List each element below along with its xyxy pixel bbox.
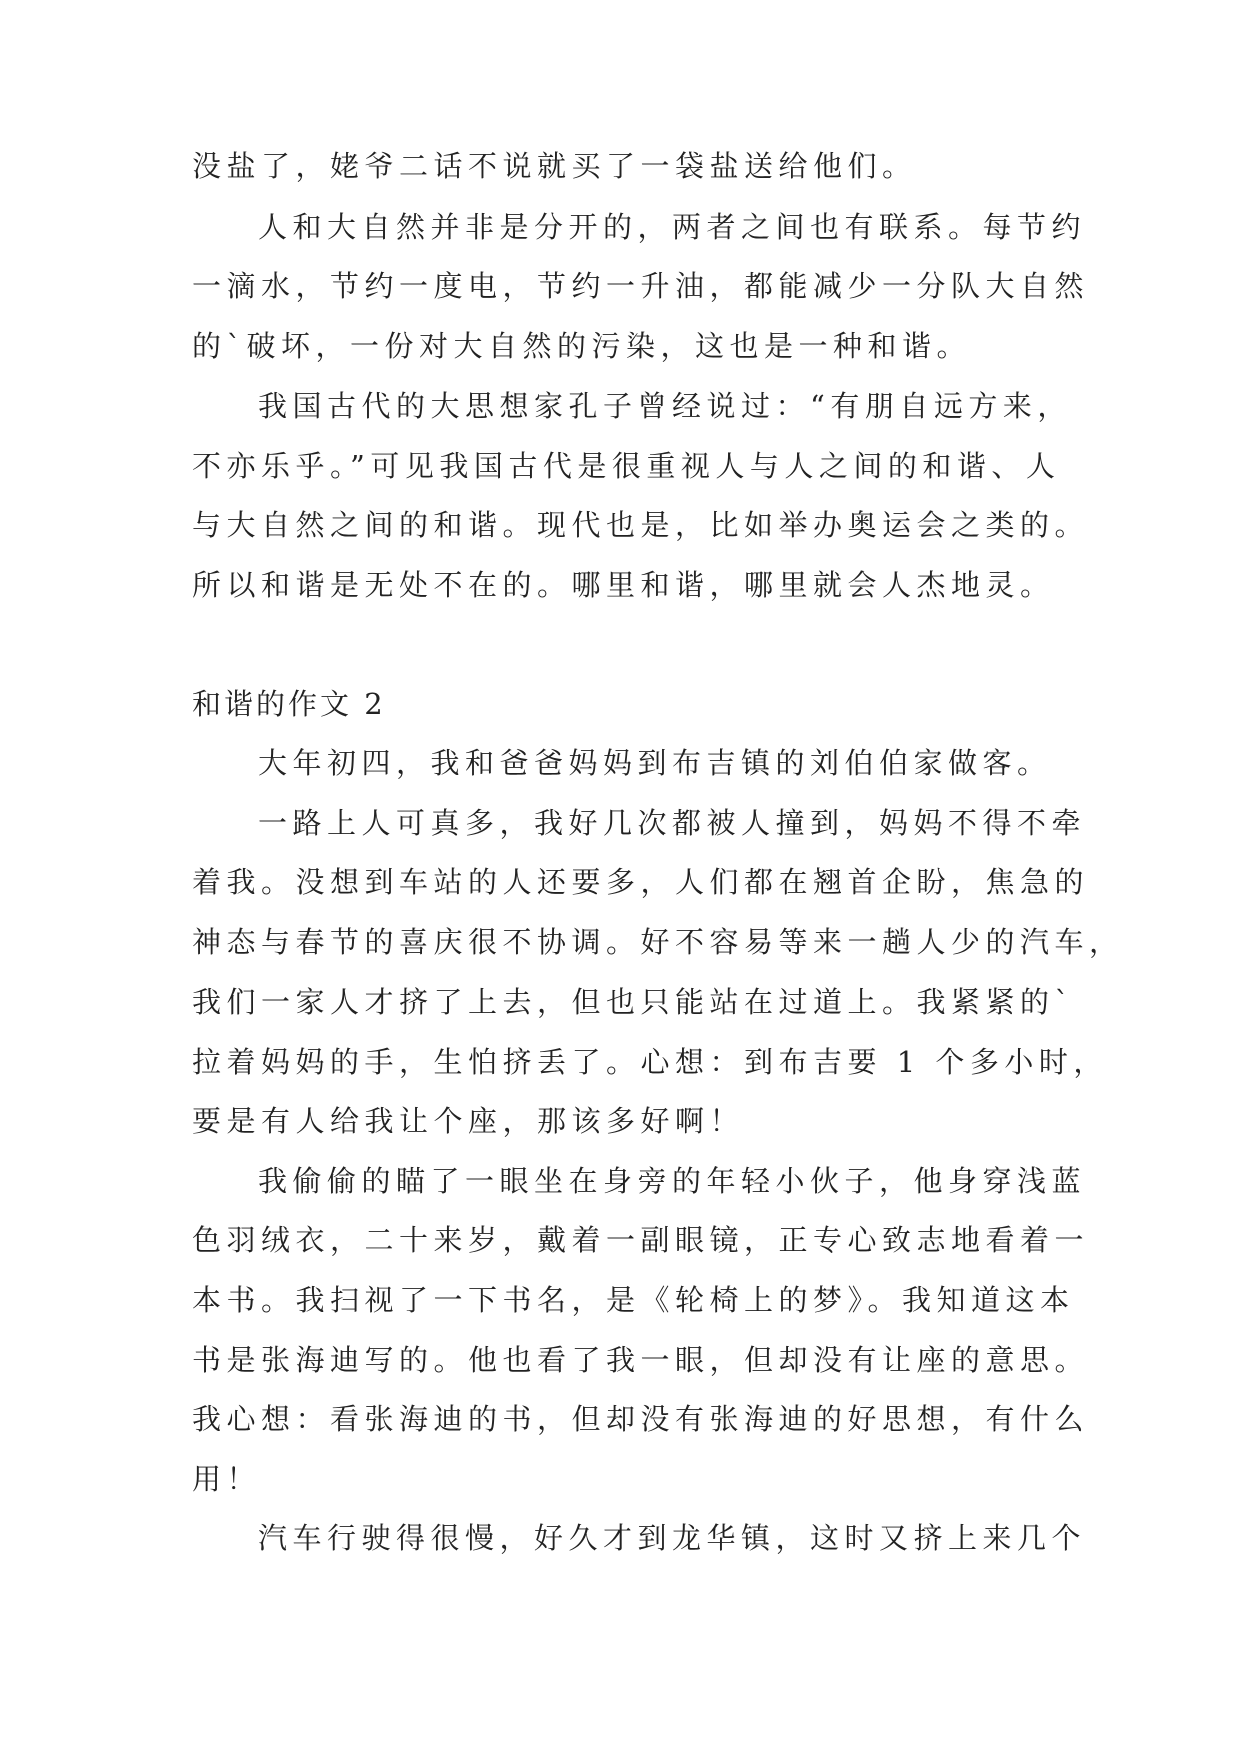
text-line: 一路上人可真多，我好几次都被人撞到，妈妈不得不牵 [258, 806, 1087, 840]
text-line: 我们一家人才挤了上去，但也只能站在过道上。我紧紧的` [192, 985, 1075, 1019]
section-heading: 和谐的作文 2 [192, 687, 386, 721]
text-line: 色羽绒衣，二十来岁，戴着一副眼镜，正专心致志地看着一 [192, 1223, 1090, 1257]
text-line: 要是有人给我让个座，那该多好啊！ [192, 1104, 745, 1138]
text-line: 我心想：看张海迪的书，但却没有张海迪的好思想，有什么 [192, 1402, 1090, 1436]
text-line: 书是张海迪写的。他也看了我一眼，但却没有让座的意思。 [192, 1343, 1090, 1377]
text-line: 用！ [192, 1462, 262, 1496]
text-line: 人和大自然并非是分开的，两者之间也有联系。每节约 [258, 210, 1087, 244]
text-line: 一滴水，节约一度电，节约一升油，都能减少一分队大自然 [192, 269, 1090, 303]
text-line: 我偷偷的瞄了一眼坐在身旁的年轻小伙子，他身穿浅蓝 [258, 1164, 1087, 1198]
text-line: 的`破坏，一份对大自然的污染，这也是一种和谐。 [192, 329, 972, 363]
text-line: 我国古代的大思想家孔子曾经说过：“有朋自远方来， [258, 389, 1072, 423]
text-line: 着我。没想到车站的人还要多，人们都在翘首企盼，焦急的 [192, 865, 1090, 899]
text-line: 不亦乐乎。”可见我国古代是很重视人与人之间的和谐、人 [192, 449, 1061, 483]
text-line: 与大自然之间的和谐。现代也是，比如举办奥运会之类的。 [192, 508, 1090, 542]
text-line: 本书。我扫视了一下书名，是《轮椅上的梦》。我知道这本 [192, 1283, 1075, 1317]
text-line: 大年初四，我和爸爸妈妈到布吉镇的刘伯伯家做客。 [258, 746, 1052, 780]
text-line: 所以和谐是无处不在的。哪里和谐，哪里就会人杰地灵。 [192, 568, 1055, 602]
text-line: 汽车行驶得很慢，好久才到龙华镇，这时又挤上来几个 [258, 1521, 1087, 1555]
text-line: 拉着妈妈的手，生怕挤丢了。心想：到布吉要 1 个多小时， [192, 1045, 1108, 1079]
text-line: 没盐了，姥爷二话不说就买了一袋盐送给他们。 [192, 149, 917, 183]
text-line: 神态与春节的喜庆很不协调。好不容易等来一趟人少的汽车， [192, 925, 1124, 959]
